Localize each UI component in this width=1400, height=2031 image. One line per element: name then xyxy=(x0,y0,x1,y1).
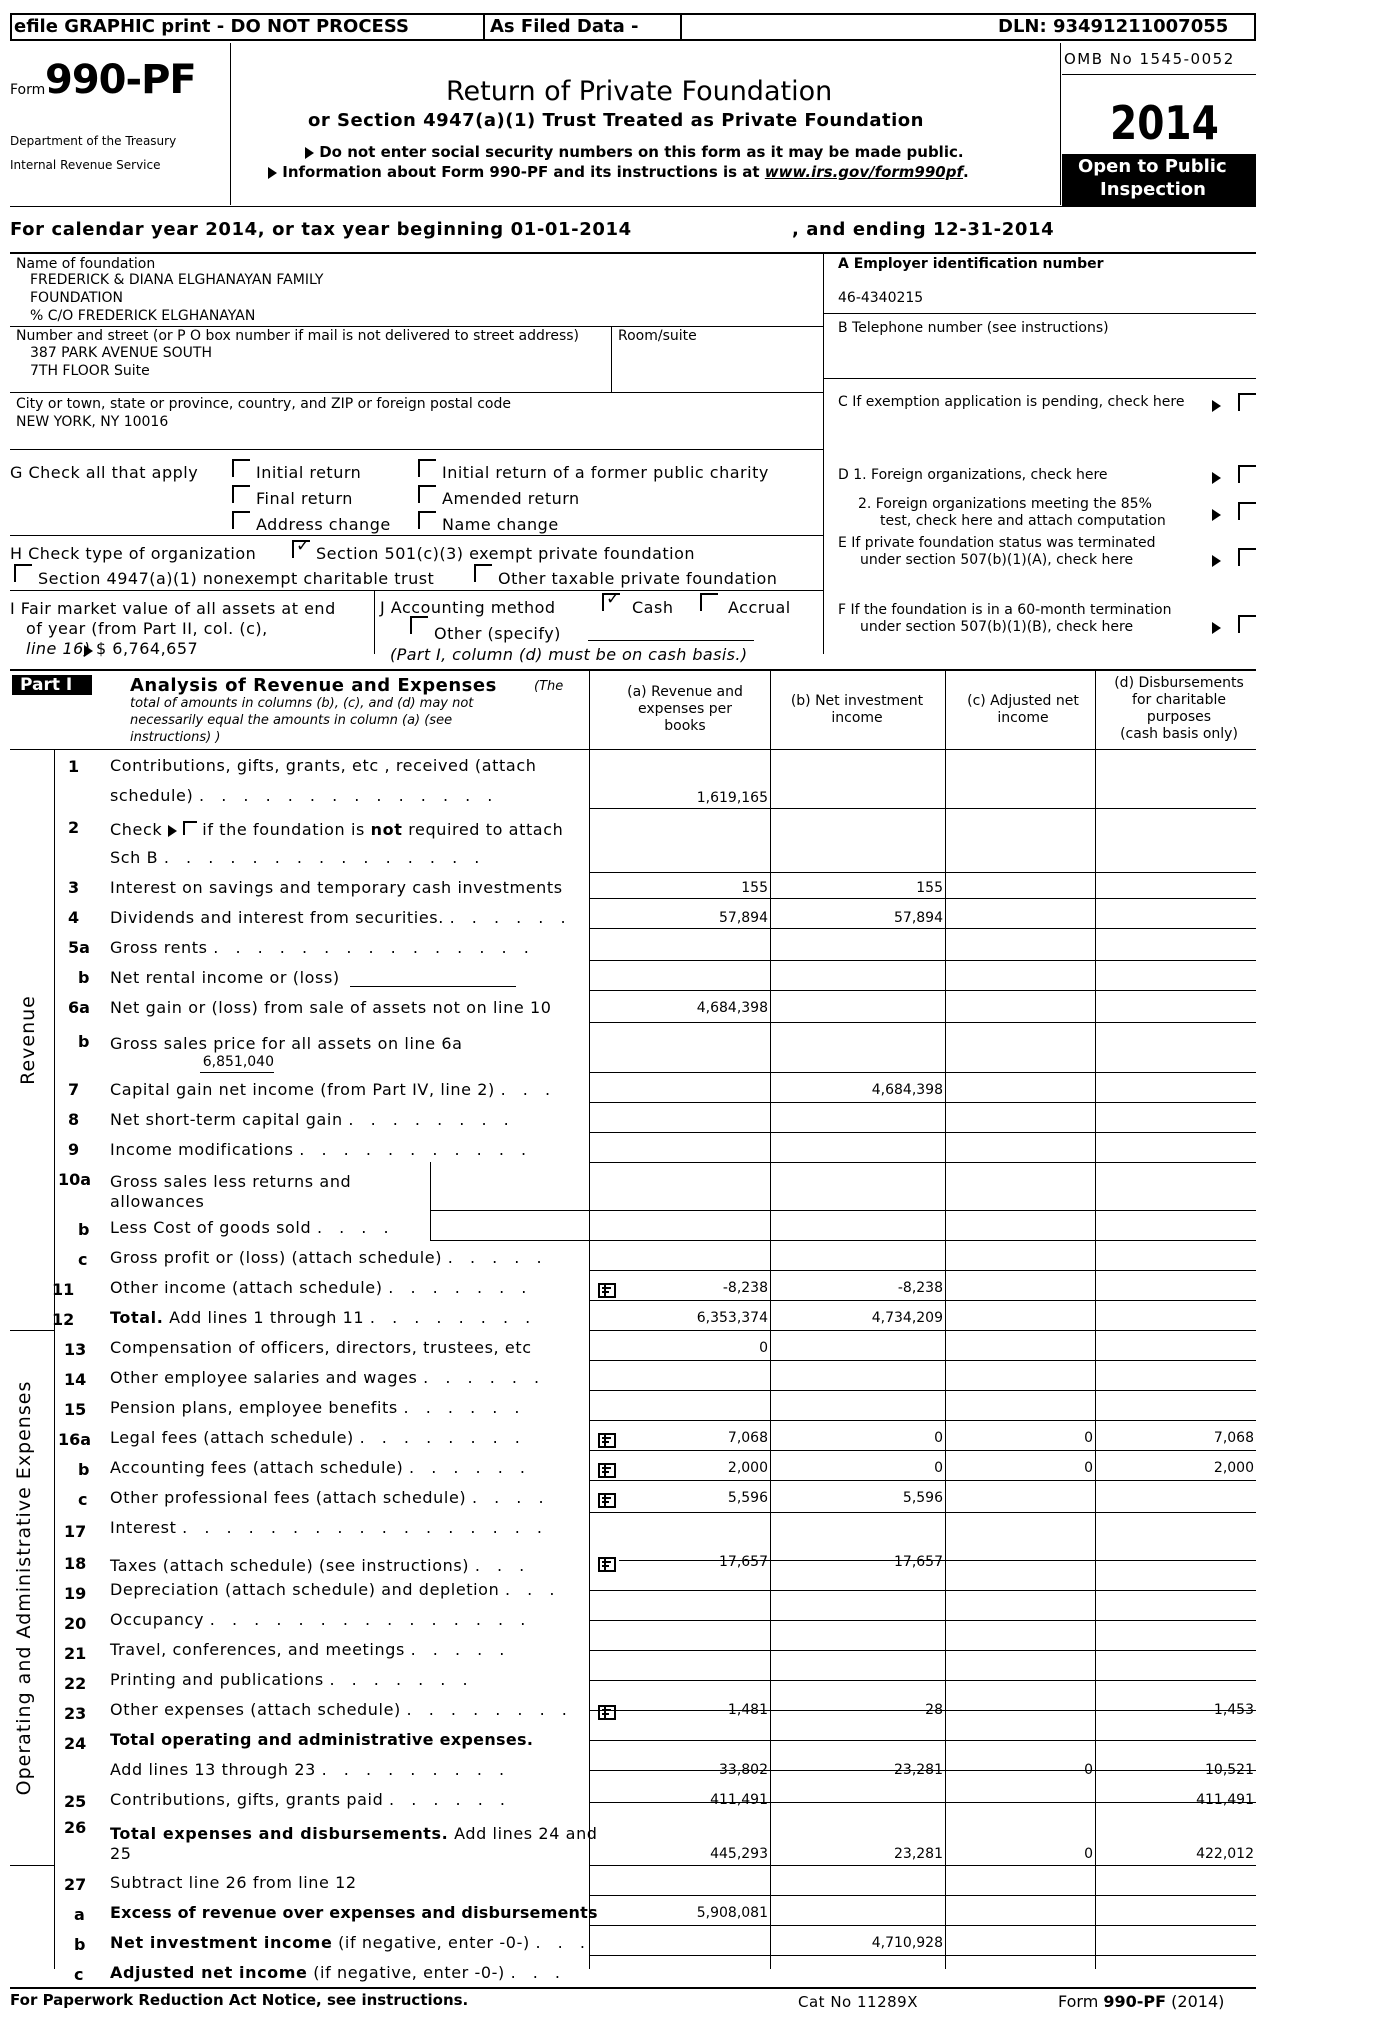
amended-return-checkbox[interactable] xyxy=(418,485,436,503)
line-25-col-a: 411,491 xyxy=(710,1792,768,1808)
former-public-charity-label: Initial return of a former public charity xyxy=(442,463,769,482)
line-2-label: if the foundation is xyxy=(202,820,365,839)
line-2-sch-b: Sch B xyxy=(110,848,159,867)
d2-label-1: 2. Foreign organizations meeting the 85% xyxy=(858,496,1152,512)
omb-number: OMB No 1545-0052 xyxy=(1064,50,1235,68)
line-number: 11 xyxy=(52,1280,75,1299)
line-1-col-a: 1,619,165 xyxy=(696,790,768,806)
col-d-header-4: (cash basis only) xyxy=(1120,726,1238,742)
line-number: 23 xyxy=(64,1704,87,1723)
line-13-col-a: 0 xyxy=(759,1340,768,1356)
h-label: H Check type of organization xyxy=(10,544,257,563)
line-16c-label: Other professional fees (attach schedule) xyxy=(110,1488,467,1507)
tax-year: 2014 xyxy=(1110,96,1219,150)
cash-label: Cash xyxy=(632,598,674,617)
catalog-number: Cat No 11289X xyxy=(798,1993,918,2011)
irs-label: Internal Revenue Service xyxy=(10,158,161,172)
line-24-col-c: 0 xyxy=(1084,1762,1093,1778)
4947-trust-checkbox[interactable] xyxy=(14,564,32,582)
line-23-label: Other expenses (attach schedule) xyxy=(110,1700,401,1719)
line-7-col-b: 4,684,398 xyxy=(871,1082,943,1098)
former-public-charity-checkbox[interactable] xyxy=(418,459,436,477)
arrow-icon xyxy=(305,147,314,159)
line-number: 9 xyxy=(68,1140,80,1159)
col-d-header-2: for charitable xyxy=(1132,692,1226,708)
line-number: c xyxy=(78,1490,88,1509)
line-number: b xyxy=(74,1935,86,1954)
ein-value: 46-4340215 xyxy=(838,290,924,306)
line-10a-label: Gross sales less returns and xyxy=(110,1172,352,1191)
name-label: Name of foundation xyxy=(16,256,156,272)
line-26-col-a: 445,293 xyxy=(710,1846,768,1862)
line-16b-label: Accounting fees (attach schedule) xyxy=(110,1458,404,1477)
line-21-label: Travel, conferences, and meetings xyxy=(110,1640,405,1659)
e-checkbox[interactable] xyxy=(1238,548,1256,566)
line-24-label-2: Add lines 13 through 23 xyxy=(110,1760,316,1779)
initial-return-checkbox[interactable] xyxy=(232,459,250,477)
col-a-header-1: (a) Revenue and xyxy=(627,684,743,700)
line-number: 25 xyxy=(64,1792,87,1811)
line-number: b xyxy=(78,968,90,987)
line-26-label-2: Add lines 24 and xyxy=(454,1824,598,1843)
line-24-label: Total operating and administrative expenses. xyxy=(110,1730,534,1749)
name-change-label: Name change xyxy=(442,515,559,534)
line-number: c xyxy=(74,1965,84,1984)
line-number: 13 xyxy=(64,1340,87,1359)
inspection-label: Inspection xyxy=(1100,179,1206,200)
line-number: 10a xyxy=(58,1170,92,1189)
line-number: 24 xyxy=(64,1734,87,1753)
line-16b-col-b: 0 xyxy=(934,1460,943,1476)
address-change-label: Address change xyxy=(256,515,391,534)
form-title: Return of Private Foundation xyxy=(446,76,833,107)
line-number: 21 xyxy=(64,1644,87,1663)
attachment-icon[interactable] xyxy=(597,1462,619,1480)
col-d-header-3: purposes xyxy=(1146,709,1212,725)
i-label-3: line 16) xyxy=(26,639,91,658)
line-18-col-b: 17,657 xyxy=(894,1554,943,1570)
col-c-header-2: income xyxy=(997,710,1049,726)
dln-number: DLN: 93491211007055 xyxy=(998,16,1229,37)
line-number: 27 xyxy=(64,1875,87,1894)
street-2: 7TH FLOOR Suite xyxy=(30,363,150,379)
line-number: 7 xyxy=(68,1080,80,1099)
line-4-label: Dividends and interest from securities. xyxy=(110,908,444,927)
line-23-col-d: 1,453 xyxy=(1213,1702,1254,1718)
f-checkbox[interactable] xyxy=(1238,615,1256,633)
revenue-side-label: Revenue xyxy=(17,995,39,1085)
part-i-desc-4: instructions) ) xyxy=(130,730,221,745)
part-i-desc-3: necessarily equal the amounts in column (a) (see xyxy=(130,713,453,728)
4947-trust-label: Section 4947(a)(1) nonexempt charitable trust xyxy=(38,569,435,588)
line-5b-label: Net rental income or (loss) xyxy=(110,968,340,987)
attachment-icon[interactable] xyxy=(597,1432,619,1450)
line-16b-col-c: 0 xyxy=(1084,1460,1093,1476)
telephone-label: B Telephone number (see instructions) xyxy=(838,320,1109,336)
line-8-label: Net short-term capital gain xyxy=(110,1110,343,1129)
f-label-2: under section 507(b)(1)(B), check here xyxy=(860,619,1134,635)
ending-date: , and ending 12-31-2014 xyxy=(792,219,1055,240)
line-25-col-d: 411,491 xyxy=(1196,1792,1254,1808)
line-18-col-a: 17,657 xyxy=(719,1554,768,1570)
line-number: 3 xyxy=(68,878,80,897)
line-1-label-2: schedule) xyxy=(110,786,194,805)
line-16a-col-c: 0 xyxy=(1084,1430,1093,1446)
line-number: b xyxy=(78,1460,90,1479)
line-24-col-d: 10,521 xyxy=(1205,1762,1254,1778)
line-2-not: not xyxy=(370,820,403,839)
line-13-label: Compensation of officers, directors, trustees, etc xyxy=(110,1338,532,1357)
line-18-label: Taxes (attach schedule) (see instructions) xyxy=(110,1556,470,1575)
amended-return-label: Amended return xyxy=(442,489,580,508)
form-subtitle: or Section 4947(a)(1) Trust Treated as Private Foundation xyxy=(308,110,924,131)
line-14-label: Other employee salaries and wages xyxy=(110,1368,418,1387)
part-i-tag: Part I xyxy=(20,675,73,695)
line-number: 6a xyxy=(68,998,90,1017)
room-suite-label: Room/suite xyxy=(618,328,697,344)
e-label-2: under section 507(b)(1)(A), check here xyxy=(860,552,1134,568)
line-19-label: Depreciation (attach schedule) and depletion xyxy=(110,1580,500,1599)
line-16c-col-b: 5,596 xyxy=(902,1490,943,1506)
line-26-col-c: 0 xyxy=(1084,1846,1093,1862)
line-number: 8 xyxy=(68,1110,80,1129)
line-6b-label: Gross sales price for all assets on line 6a xyxy=(110,1034,463,1053)
accrual-label: Accrual xyxy=(728,598,791,617)
i-label-1: I Fair market value of all assets at end xyxy=(10,599,336,618)
line-24-col-b: 23,281 xyxy=(894,1762,943,1778)
line-6a-col-a: 4,684,398 xyxy=(696,1000,768,1016)
line-number: b xyxy=(78,1220,90,1239)
line-10b-label: Less Cost of goods sold xyxy=(110,1218,312,1237)
line-22-label: Printing and publications xyxy=(110,1670,324,1689)
form-number: 990-PF xyxy=(45,57,196,103)
line-16c-col-a: 5,596 xyxy=(727,1490,768,1506)
line-16b-col-a: 2,000 xyxy=(727,1460,768,1476)
paperwork-notice: For Paperwork Reduction Act Notice, see instructions. xyxy=(10,1991,469,2009)
g-label: G Check all that apply xyxy=(10,463,199,482)
line-number: 15 xyxy=(64,1400,87,1419)
line-number: 5a xyxy=(68,938,90,957)
line-number: 16a xyxy=(58,1430,92,1449)
line-7-label: Capital gain net income (from Part IV, line 2) xyxy=(110,1080,495,1099)
line-17-label: Interest xyxy=(110,1518,177,1537)
irs-link[interactable]: www.irs.gov/form990pf xyxy=(764,163,964,181)
as-filed-label: As Filed Data - xyxy=(490,16,639,37)
line-6b-value: 6,851,040 xyxy=(202,1054,274,1070)
line-6a-label: Net gain or (loss) from sale of assets not on line 10 xyxy=(110,998,552,1017)
col-a-header-2: expenses per xyxy=(638,701,732,717)
line-10c-label: Gross profit or (loss) (attach schedule) xyxy=(110,1248,443,1267)
col-d-header-1: (d) Disbursements xyxy=(1114,675,1244,691)
arrow-icon xyxy=(268,167,277,179)
form-prefix: Form xyxy=(10,82,46,98)
open-label: Open to Public xyxy=(1078,156,1227,177)
info-note: Information about Form 990-PF and its instructions is at xyxy=(282,163,765,181)
other-taxable-label: Other taxable private foundation xyxy=(498,569,778,588)
line-number: 4 xyxy=(68,908,80,927)
attachment-icon[interactable] xyxy=(597,1492,619,1510)
line-27b-label-2: (if negative, enter -0-) xyxy=(338,1933,530,1952)
final-return-label: Final return xyxy=(256,489,353,508)
other-method-checkbox[interactable] xyxy=(410,616,428,634)
attachment-icon[interactable] xyxy=(597,1556,619,1574)
line-4-col-b: 57,894 xyxy=(894,910,943,926)
part-i-title: Analysis of Revenue and Expenses xyxy=(130,675,497,696)
col-a-header-3: books xyxy=(664,718,706,734)
line-number: 18 xyxy=(64,1554,87,1573)
line-16b-col-d: 2,000 xyxy=(1213,1460,1254,1476)
line-3-col-a: 155 xyxy=(741,880,768,896)
expenses-side-label: Operating and Administrative Expenses xyxy=(13,1380,35,1796)
efile-banner: efile GRAPHIC print - DO NOT PROCESS xyxy=(14,16,409,37)
line-27c-label-2: (if negative, enter -0-) xyxy=(313,1963,505,1982)
d1-checkbox[interactable] xyxy=(1238,465,1256,483)
line-11-label: Other income (attach schedule) xyxy=(110,1278,383,1297)
line-2-check: Check xyxy=(110,820,163,839)
line-number: 2 xyxy=(68,818,80,837)
footer-form-year: (2014) xyxy=(1166,1992,1225,2011)
line-11-col-a: -8,238 xyxy=(722,1280,768,1296)
foundation-name-1: FREDERICK & DIANA ELGHANAYAN FAMILY xyxy=(30,272,324,288)
f-label-1: F If the foundation is in a 60-month termination xyxy=(838,602,1172,618)
line-23-col-a: 1,481 xyxy=(727,1702,768,1718)
address-change-checkbox[interactable] xyxy=(232,511,250,529)
line-24-col-a: 33,802 xyxy=(719,1762,768,1778)
check-mark-icon: ✓ xyxy=(606,589,621,609)
check-mark-icon: ✓ xyxy=(296,536,311,556)
line-2-checkbox[interactable] xyxy=(183,821,197,835)
line-1-label: Contributions, gifts, grants, etc , received (attach xyxy=(110,756,537,775)
foundation-name-3: % C/O FREDERICK ELGHANAYAN xyxy=(30,308,256,324)
line-12-col-b: 4,734,209 xyxy=(871,1310,943,1326)
line-26-col-d: 422,012 xyxy=(1196,1846,1254,1862)
other-taxable-checkbox[interactable] xyxy=(474,564,492,582)
col-c-header-1: (c) Adjusted net xyxy=(967,693,1079,709)
line-number: 26 xyxy=(64,1818,87,1837)
d2-label-2: test, check here and attach computation xyxy=(880,513,1166,529)
col-b-header-2: income xyxy=(831,710,883,726)
line-26-label-3: 25 xyxy=(110,1844,132,1863)
line-27a-label: Excess of revenue over expenses and disbursements xyxy=(110,1903,598,1922)
501c3-label: Section 501(c)(3) exempt private foundation xyxy=(316,544,696,563)
final-return-checkbox[interactable] xyxy=(232,485,250,503)
ein-label: A Employer identification number xyxy=(838,256,1104,272)
line-10a-label-2: allowances xyxy=(110,1192,205,1211)
line-11-col-b: -8,238 xyxy=(897,1280,943,1296)
line-27c-label: Adjusted net income xyxy=(110,1963,308,1982)
line-12-col-a: 6,353,374 xyxy=(696,1310,768,1326)
part-i-desc-2: total of amounts in columns (b), (c), and (d) may not xyxy=(130,696,474,711)
line-16a-col-d: 7,068 xyxy=(1213,1430,1254,1446)
e-label-1: E If private foundation status was terminated xyxy=(838,535,1156,551)
exemption-pending-label: C If exemption application is pending, check here xyxy=(838,394,1185,410)
line-12-total: Total. xyxy=(110,1308,164,1327)
attachment-icon[interactable] xyxy=(597,1282,619,1300)
footer-form-label: Form xyxy=(1058,1992,1104,2011)
line-number: 12 xyxy=(52,1310,75,1329)
street-1: 387 PARK AVENUE SOUTH xyxy=(30,345,213,361)
accrual-checkbox[interactable] xyxy=(700,593,718,611)
info-note-end: . xyxy=(963,163,969,181)
exemption-pending-checkbox[interactable] xyxy=(1238,393,1256,411)
form-page: efile GRAPHIC print - DO NOT PROCESS As Filed Data - DLN: 93491211007055 Form 990-PF Department of the Treasury Internal Revenue Service Return of Private Foundation or Section 4947(a)(1) Trust Treated as Private Foundation Do not enter social security numbers on this form as it may be made public. Information about Form 990-PF and its instructions is at www.irs.gov/form990pf. OMB No 1545-0052 2014 Open to Public Inspection For calendar year 2014, or tax year beginning 01-01-2014 , and ending 12-31-2014 Name of foundation FREDERICK & DIANA ELGHANAYAN FAMILY FOUNDATION % C/O FREDERICK ELGHANAYAN Number and street (or P O box number if mail is not delivered to street address) Room/suite 387 PARK AVENUE SOUTH 7TH FLOOR Suite City or town, state or province, country, and ZIP or foreign postal code NEW YORK, NY 10016 A Employer identification number 46-4340215 B Telephone number (see instructions) C If exemption application is pending, check here G Check all that apply Initial return Initial return of a former public charity Final return Amended return Address change Name change D 1. Foreign organizations, check here 2. Foreign organizations meeting the 85% test, check here and attach computation E If private foundation status was terminated under section 507(b)(1)(A), check here F If the foundation is in a 60-month termination under section 507(b)(1)(B), check here H Check type of organization ✓ Section 501(c)(3) exempt private foundation Section 4947(a)(1) nonexempt charitable trust Other taxable private foundation I Fair market value of all assets at end of year (from Part II, col. (c), line 16) $ 6,764,657 J Accounting method ✓ Cash Accrual Other (specify) (Part I, column (d) must be on cash basis.) Part I Analysis of Revenue and Expenses (The total of amounts in columns (b), (c), and (d) may not necessarily equal the amounts in column (a) (see instructions) ) (a) Revenue and expenses per books (b) Net investment income (c) Adjusted net income (d) Disbursements for charitable purposes (cash basis only) Revenue Operating and Administrative Expenses 1 Contributions, gifts, grants, etc , received (attach schedule) . . . . . . . . . . . . . . 1,619,165 2 Check if the foundation is not required to attach Sch B . . . . . . . . . . . . . . . 3 Interest on savings and temporary cash investments 155 155 4 Dividends and interest from securities. . . . . . . 57,894 57,894 5a Gross rents . . . . . . . . . . . . . . . b Net rental income or (loss) 6a Net gain or (loss) from sale of assets not on line 10 4,684,398 b Gross sales price for all assets on line 6a 6,851,040 7 Capital gain net income (from Part IV, line 2) . . . 4,684,398 8 Net short-term capital gain . . . . . . . . 9 Income modifications . . . . . . . . . . . 10a Gross sales less returns and allowances b Less Cost of goods sold . . . . c Gross profit or (loss) (attach schedule) . . . . . 11 Other income (attach schedule) . . . . . . . -8,238 -8,238 12 Total. Add lines 1 through 11 . . . . . . . . 6,353,374 4,734,209 13 Compensation of officers, directors, trustees, etc 0 14 Other employee salaries and wages . . . . . . 15 Pension plans, employee benefits . . . . . . 16a Legal fees (attach schedule) . . . . . . . . 7,068 0 0 7,068 b Accounting fees (attach schedule) . . . . . . 2,000 0 0 2,000 c Other professional fees (attach schedule) . . . . 5,596 5,596 17 Interest . . . . . . . . . . . . . . . . . 18 Taxes (attach schedule) (see instructions) . . . 17,657 17,657 19 Depreciation (attach schedule) and depletion . . . 20 Occupancy . . . . . . . . . . . . . . . 21 Travel, conferences, and meetings . . . . . 22 Printing and publications . . . . . . . 23 Other expenses (attach schedule) . . . . . . . . 1,481 28 1,453 24 Total operating and administrative expenses. Add lines 13 through 23 . . . . . . . . . 33,802 23,281 0 10,521 25 Contributions, gifts, grants paid . . . . . . 411,491 411,491 26 Total expenses and disbursements. Add lines 24 and 25 445,293 23,281 0 422,012 27 Subtract line 26 from line 12 a Excess of revenue over expenses and disbursements 5,908,081 b Net investment income (if negative, enter -0-) . . . 4,710,928 c Adjusted net income (if negative, enter -0-) . . . For Paperwork Reduction Act Notice, see instructions. Cat No 11289X Form 990-PF (2014) xyxy=(0,0,1400,2031)
footer-form-number: 990-PF xyxy=(1103,1992,1167,2011)
j-label: J Accounting method xyxy=(380,598,556,617)
i-label-2: of year (from Part II, col. (c), xyxy=(26,619,268,638)
line-27a-col-a: 5,908,081 xyxy=(696,1905,768,1921)
other-method-label: Other (specify) xyxy=(434,624,561,643)
line-27b-col-b: 4,710,928 xyxy=(871,1935,943,1951)
street-label: Number and street (or P O box number if mail is not delivered to street address) xyxy=(16,328,579,344)
name-change-checkbox[interactable] xyxy=(418,511,436,529)
line-3-label: Interest on savings and temporary cash investments xyxy=(110,878,563,897)
line-27-label: Subtract line 26 from line 12 xyxy=(110,1873,357,1892)
line-26-col-b: 23,281 xyxy=(894,1846,943,1862)
initial-return-label: Initial return xyxy=(256,463,362,482)
line-26-label: Total expenses and disbursements. xyxy=(110,1824,449,1843)
line-16a-col-b: 0 xyxy=(934,1430,943,1446)
foundation-name-2: FOUNDATION xyxy=(30,290,123,306)
line-number: 20 xyxy=(64,1614,87,1633)
dept-treasury: Department of the Treasury xyxy=(10,134,177,148)
col-b-header-1: (b) Net investment xyxy=(790,693,924,709)
line-number: a xyxy=(74,1905,85,1924)
line-3-col-b: 155 xyxy=(916,880,943,896)
fair-market-value: $ 6,764,657 xyxy=(96,639,199,658)
part-i-desc-1: (The xyxy=(534,679,564,694)
line-27b-label: Net investment income xyxy=(110,1933,333,1952)
line-16a-label: Legal fees (attach schedule) xyxy=(110,1428,354,1447)
line-5a-label: Gross rents xyxy=(110,938,208,957)
line-number: c xyxy=(78,1250,88,1269)
line-number: 14 xyxy=(64,1370,87,1389)
line-4-col-a: 57,894 xyxy=(719,910,768,926)
j-note: (Part I, column (d) must be on cash basis.) xyxy=(390,645,748,664)
ssn-note: Do not enter social security numbers on this form as it may be made public. xyxy=(319,143,964,161)
d1-label: D 1. Foreign organizations, check here xyxy=(838,467,1108,483)
line-16a-col-a: 7,068 xyxy=(727,1430,768,1446)
line-number: 19 xyxy=(64,1584,87,1603)
city-label: City or town, state or province, country, and ZIP or foreign postal code xyxy=(16,396,511,412)
city-value: NEW YORK, NY 10016 xyxy=(16,414,169,430)
line-25-label: Contributions, gifts, grants paid xyxy=(110,1790,384,1809)
line-12-label: Add lines 1 through 11 xyxy=(169,1308,365,1327)
line-number: 22 xyxy=(64,1674,87,1693)
d2-checkbox[interactable] xyxy=(1238,502,1256,520)
line-23-col-b: 28 xyxy=(925,1702,943,1718)
attachment-icon[interactable] xyxy=(597,1704,619,1722)
line-15-label: Pension plans, employee benefits xyxy=(110,1398,398,1417)
line-2-label-end: required to attach xyxy=(408,820,564,839)
line-20-label: Occupancy xyxy=(110,1610,205,1629)
line-number: b xyxy=(78,1032,90,1051)
calendar-year-line: For calendar year 2014, or tax year beginning 01-01-2014 xyxy=(10,219,632,240)
line-number: 17 xyxy=(64,1522,87,1541)
line-9-label: Income modifications xyxy=(110,1140,294,1159)
line-number: 1 xyxy=(68,757,80,776)
